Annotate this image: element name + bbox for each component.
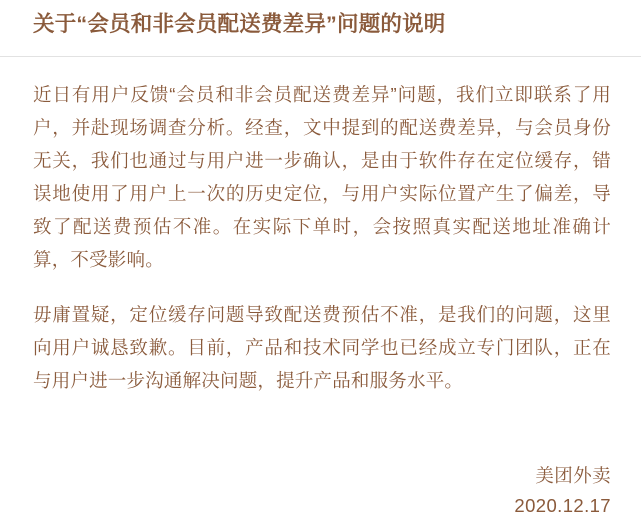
signature-organization: 美团外卖	[535, 465, 611, 486]
paragraph: 近日有用户反馈“会员和非会员配送费差异”问题，我们立即联系了用户，并赴现场调查分析。经查，文中提到的配送费差异，与会员身份无关，我们也通过与用户进一步确认，是由于软件存在定位缓存，错误地使用了用户上一次的历史定位，与用户实际位置产生了偏差，导致了配送费预估不准。在实际下单时，会按照真实配送地址准确计算，不受影响。	[33, 84, 611, 270]
signature-block	[311, 462, 611, 520]
title-divider	[0, 56, 641, 57]
document-body	[33, 78, 611, 419]
paragraph: 毋庸置疑，定位缓存问题导致配送费预估不准，是我们的问题，这里向用户诚恳致歉。目前，产品和技术同学也已经成立专门团队，正在与用户进一步沟通解决问题，提升产品和服务水平。	[33, 304, 611, 391]
page-title: 关于“会员和非会员配送费差异”问题的说明	[33, 12, 446, 36]
signature-date: 2020.12.17	[514, 495, 611, 516]
